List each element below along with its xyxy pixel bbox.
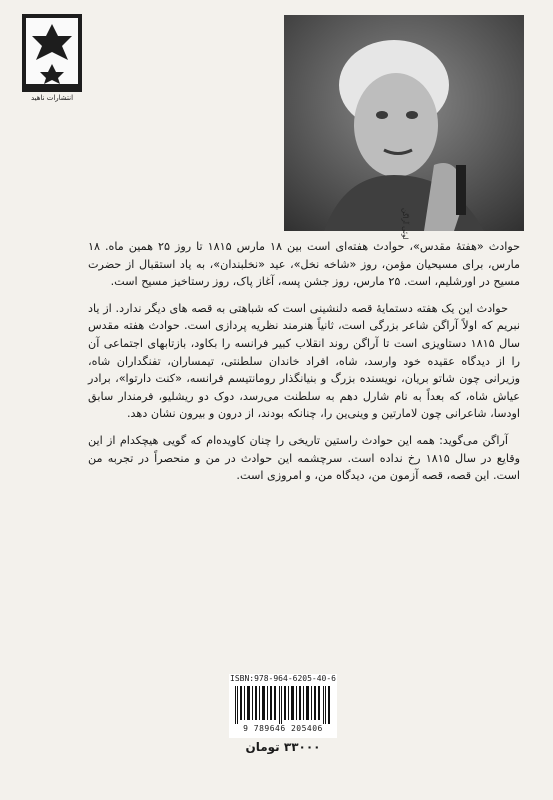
isbn-label: ISBN:978-964-6205-40-6 xyxy=(230,674,336,683)
blurb-text xyxy=(88,238,520,494)
blurb-paragraph-2: حوادث این یک هفته دستمایهٔ قصه دلنشینی است که شباهتی به قصه های دیگر ندارد. از یاد نبریم که اولاً آراگن شاعر بزرگی است، ثانیاً هنرمند نظریه پردازی است. حوادث هفته مقدس سال ۱۸۱۵ دستاویزی است تا آراگن روند انقلاب کبیر فرانسه را بکاود، بازتابهای اجتماعی آن را از دیدگاه عقیده خود وارسد، شاه، افراد خاندان سلطنتی، تیمساران، تفنگداران شاه، وزیرانی چون شاتو بریان، نویسنده بزرگ و بنیانگذار رومانتیسم فرانسه، «کنت دارتوا»، برادر عیاش شاه، که بعداً به نام شارل دهم به سلطنت می‌رسد، دوک دو ریشلیو، فرمندار سابق اودسا، شاعرانی چون لامارتین و وینی‌ین را، چنانکه بودند، از درون و بیرون نشان دهد. xyxy=(88,301,521,421)
publisher-name: انتشارات ناهید xyxy=(30,94,74,102)
publisher-logo xyxy=(22,14,82,109)
author-photo xyxy=(284,15,524,231)
photo-caption: لوئی آراگن xyxy=(401,208,409,240)
barcode-number: 9 789646 205406 xyxy=(243,724,323,733)
blurb-paragraph-1: حوادث «هفتهٔ مقدس»، حوادث هفته‌ای است بین ۱۸ مارس ۱۸۱۵ تا روز ۲۵ همین ماه. ۱۸ مارس، برای مسیحیان مؤمن، روز «شاخه نخل»، عید «نخلبندان»، به یاد استقبال از حضرت مسیح در اورشلیم، است. ۲۵ مارس، روز جشن پسه، آغاز پاک، روز رستاخیز مسیح است. xyxy=(88,240,521,289)
price-label: ۳۳۰۰۰ تومان xyxy=(245,740,321,754)
blurb-paragraph-3: آراگن می‌گوید: همه این حوادث راستین تاریخی را چنان کاویده‌ام که گویی هیچکدام از این وقایع در سال ۱۸۱۵ رخ نداده است. سرچشمه این حوادث در من و منحصراً در تجربه من است. این قصه، قصه آزمون من، دیدگاه من، و امروزی است. xyxy=(88,433,520,483)
barcode-bars-icon xyxy=(235,686,331,724)
star-logo-icon xyxy=(22,14,82,92)
barcode xyxy=(229,674,337,738)
